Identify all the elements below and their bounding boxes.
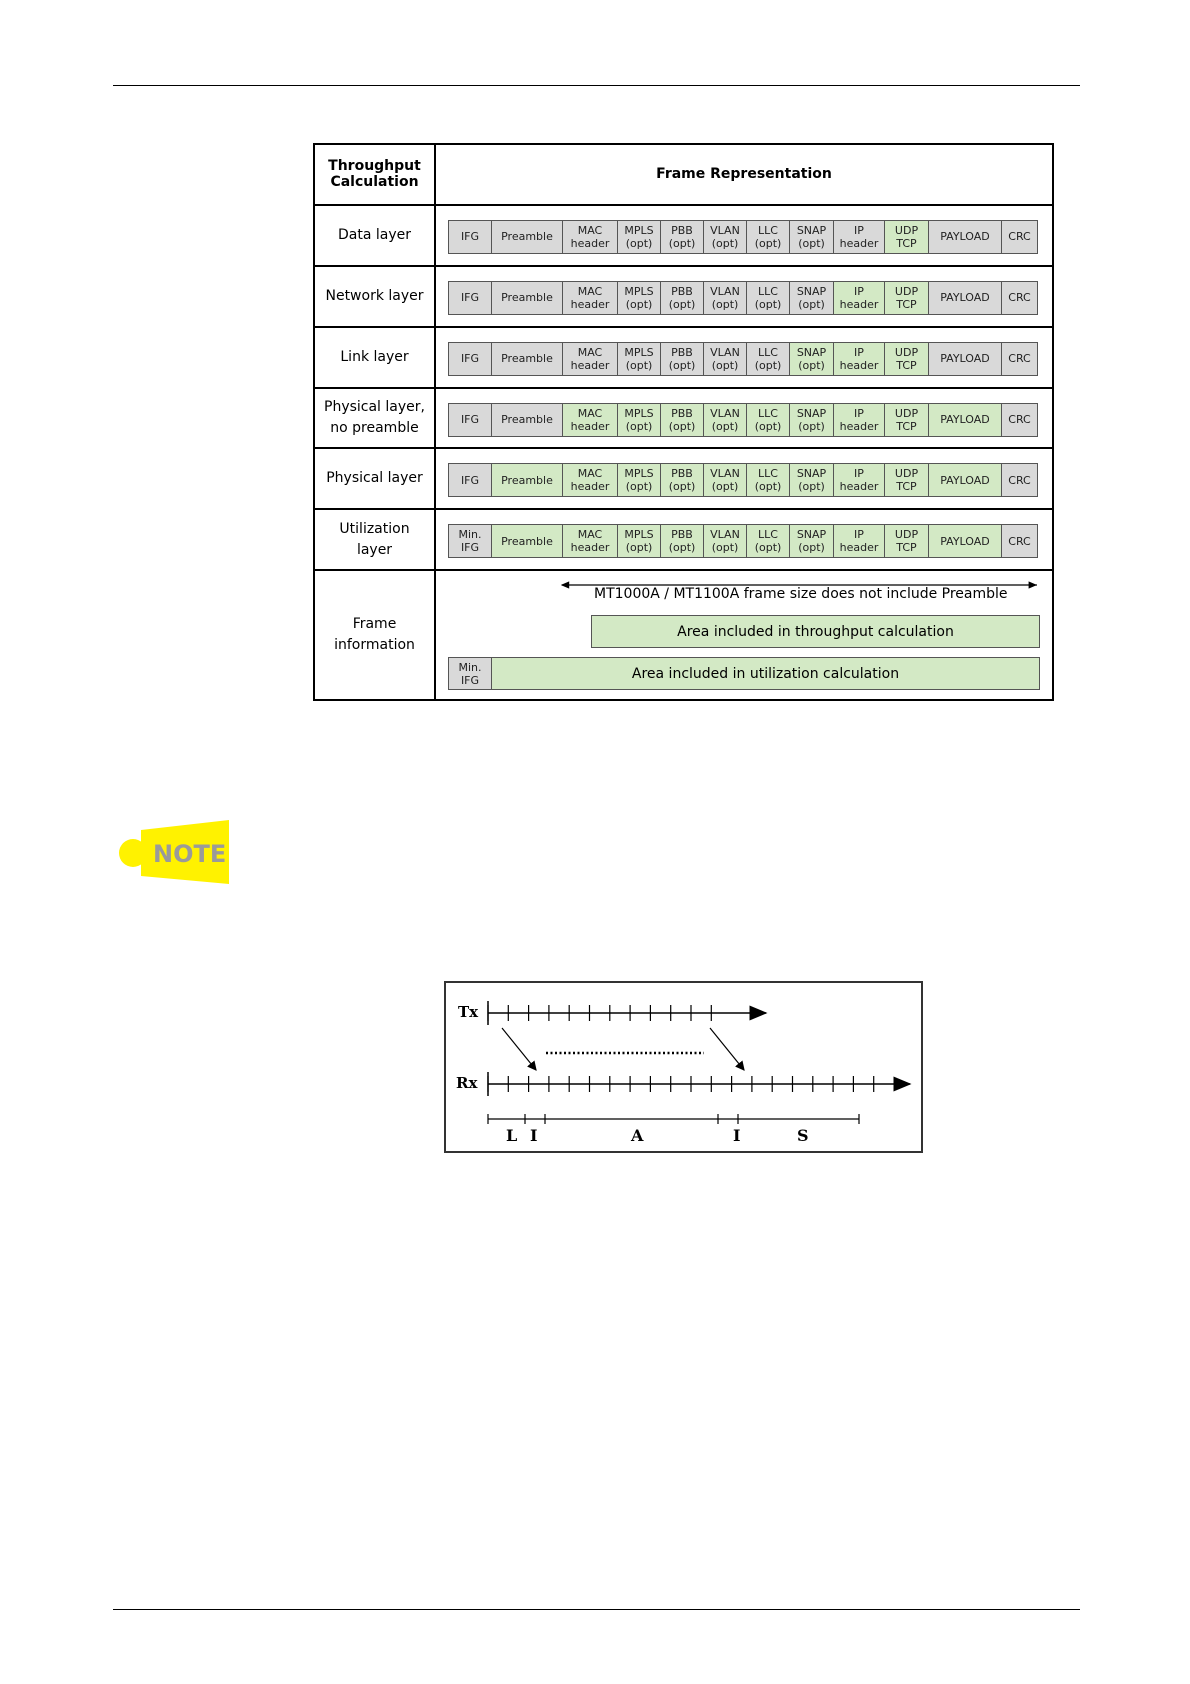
layer-label: Physical layer — [314, 448, 435, 509]
frame-field: MAC header — [563, 525, 618, 557]
frame-field: IFG — [449, 404, 492, 436]
frame-field: VLAN (opt) — [704, 282, 747, 314]
frame-field: CRC — [1002, 464, 1037, 496]
frame-field-strip — [448, 463, 1038, 497]
frame-field: PBB (opt) — [661, 464, 704, 496]
frame-field: PAYLOAD — [929, 525, 1002, 557]
throughput-area-box: Area included in throughput calculation — [591, 615, 1040, 648]
frame-field-strip — [448, 524, 1038, 558]
frame-field: CRC — [1002, 282, 1037, 314]
tx-rx-arrow-first — [502, 1028, 536, 1070]
frame-field: UDP TCP — [885, 221, 929, 253]
frame-field-strip — [448, 342, 1038, 376]
frame-field: PAYLOAD — [929, 343, 1002, 375]
frame-information-cell — [435, 570, 1053, 700]
layer-frame — [435, 388, 1053, 449]
frame-field: PAYLOAD — [929, 221, 1002, 253]
frame-field: IP header — [834, 464, 885, 496]
tx-label: Tx — [458, 1003, 479, 1021]
frame-field: CRC — [1002, 525, 1037, 557]
frame-field: VLAN (opt) — [704, 525, 747, 557]
frame-field: MPLS (opt) — [618, 343, 661, 375]
lais-letter-s: S — [797, 1126, 809, 1145]
frame-field: UDP TCP — [885, 404, 929, 436]
lais-letter-i2: I — [733, 1126, 741, 1145]
frame-field: Preamble — [492, 221, 563, 253]
utilization-min-ifg: Min. IFG — [448, 657, 492, 690]
frame-field: VLAN (opt) — [704, 221, 747, 253]
layer-frame — [435, 266, 1053, 327]
frame-field: SNAP (opt) — [790, 343, 834, 375]
frame-field: PAYLOAD — [929, 464, 1002, 496]
frame-field: SNAP (opt) — [790, 464, 834, 496]
lais-letter-l: L — [506, 1126, 518, 1145]
frame-field: MPLS (opt) — [618, 282, 661, 314]
throughput-calculation-header: Throughput Calculation — [314, 144, 435, 205]
lais-letter-i1: I — [530, 1126, 538, 1145]
frame-representation-table — [313, 143, 1054, 701]
frame-field: MPLS (opt) — [618, 464, 661, 496]
frame-field: SNAP (opt) — [790, 404, 834, 436]
layer-row — [314, 509, 1053, 570]
frame-field: IFG — [449, 464, 492, 496]
frame-field: PBB (opt) — [661, 282, 704, 314]
frame-field: Preamble — [492, 404, 563, 436]
tx-rx-timing-diagram — [444, 981, 923, 1153]
frame-field: MPLS (opt) — [618, 525, 661, 557]
note-label: NOTE — [153, 840, 227, 868]
frame-field: VLAN (opt) — [704, 464, 747, 496]
frame-field: PBB (opt) — [661, 404, 704, 436]
frame-field: SNAP (opt) — [790, 525, 834, 557]
utilization-area-box: Area included in utilization calculation — [491, 657, 1040, 690]
frame-field: Preamble — [492, 282, 563, 314]
frame-field: MAC header — [563, 464, 618, 496]
frame-field: IP header — [834, 343, 885, 375]
frame-field: MAC header — [563, 343, 618, 375]
frame-field: SNAP (opt) — [790, 282, 834, 314]
frame-field: IFG — [449, 282, 492, 314]
footer-rule — [113, 1609, 1080, 1610]
frame-representation-header: Frame Representation — [435, 144, 1053, 205]
layer-frame — [435, 509, 1053, 570]
frame-field: VLAN (opt) — [704, 343, 747, 375]
frame-field: CRC — [1002, 404, 1037, 436]
frame-field: LLC (opt) — [747, 221, 790, 253]
frame-field: Preamble — [492, 343, 563, 375]
frame-field: IP header — [834, 282, 885, 314]
frame-field: IFG — [449, 343, 492, 375]
layer-row — [314, 388, 1053, 449]
layer-label: Network layer — [314, 266, 435, 327]
frame-field: PAYLOAD — [929, 404, 1002, 436]
frame-field: IP header — [834, 404, 885, 436]
frame-field-strip — [448, 281, 1038, 315]
layer-row — [314, 448, 1053, 509]
frame-field: LLC (opt) — [747, 525, 790, 557]
tx-rx-arrow-last — [710, 1028, 744, 1070]
layer-label: Data layer — [314, 205, 435, 266]
layer-label: Link layer — [314, 327, 435, 388]
frame-field: MPLS (opt) — [618, 221, 661, 253]
frame-field: UDP TCP — [885, 464, 929, 496]
layer-row — [314, 266, 1053, 327]
frame-field: LLC (opt) — [747, 404, 790, 436]
layer-frame — [435, 205, 1053, 266]
frame-field: LLC (opt) — [747, 343, 790, 375]
frame-information-label: Frame information — [314, 570, 435, 700]
frame-field: MPLS (opt) — [618, 404, 661, 436]
note-icon — [117, 820, 229, 884]
layer-frame — [435, 327, 1053, 388]
frame-size-note: MT1000A / MT1100A frame size does not include Preamble — [594, 586, 1008, 603]
frame-field: PBB (opt) — [661, 343, 704, 375]
frame-field: CRC — [1002, 221, 1037, 253]
frame-field: Min. IFG — [449, 525, 492, 557]
frame-field: IFG — [449, 221, 492, 253]
frame-field: MAC header — [563, 221, 618, 253]
layer-label: Utilization layer — [314, 509, 435, 570]
frame-field: PAYLOAD — [929, 282, 1002, 314]
rx-label: Rx — [456, 1074, 478, 1092]
layer-row — [314, 327, 1053, 388]
header-rule — [113, 85, 1080, 86]
lais-letter-a: A — [631, 1126, 644, 1145]
frame-field: Preamble — [492, 525, 563, 557]
frame-field: MAC header — [563, 404, 618, 436]
frame-field: PBB (opt) — [661, 525, 704, 557]
frame-field: PBB (opt) — [661, 221, 704, 253]
timing-svg — [446, 983, 921, 1151]
frame-field: MAC header — [563, 282, 618, 314]
frame-field: UDP TCP — [885, 343, 929, 375]
frame-field: Preamble — [492, 464, 563, 496]
frame-field: VLAN (opt) — [704, 404, 747, 436]
frame-field-strip — [448, 403, 1038, 437]
frame-field: UDP TCP — [885, 525, 929, 557]
frame-field: LLC (opt) — [747, 282, 790, 314]
frame-field: IP header — [834, 221, 885, 253]
frame-field: UDP TCP — [885, 282, 929, 314]
frame-field: IP header — [834, 525, 885, 557]
layer-row — [314, 205, 1053, 266]
frame-field-strip — [448, 220, 1038, 254]
layer-label: Physical layer, no preamble — [314, 388, 435, 449]
frame-field: LLC (opt) — [747, 464, 790, 496]
layer-frame — [435, 448, 1053, 509]
frame-field: CRC — [1002, 343, 1037, 375]
frame-field: SNAP (opt) — [790, 221, 834, 253]
